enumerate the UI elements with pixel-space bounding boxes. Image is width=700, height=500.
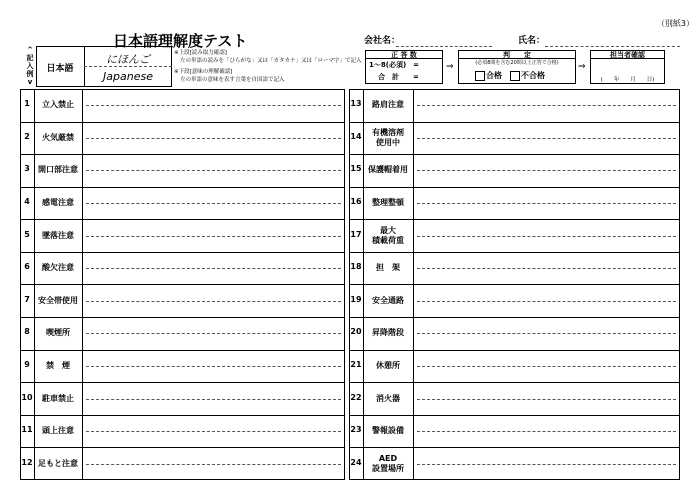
checker-header: 担当者確認 xyxy=(610,51,645,59)
example-meaning: Japanese xyxy=(103,70,153,83)
question-word: 足もと注意 xyxy=(38,458,78,468)
answer-field[interactable] xyxy=(86,431,341,432)
question-word: 火気厳禁 xyxy=(42,132,74,142)
fail-label: 不合格 xyxy=(521,71,545,80)
judgement-note: (必須8問を含む20問以上正答で合格) xyxy=(475,60,559,66)
question-number: 18 xyxy=(350,262,362,272)
annex-label: （別紙3） xyxy=(656,19,694,28)
score-line1: 1～8(必須) = xyxy=(369,61,420,69)
answer-field[interactable] xyxy=(417,203,676,204)
answer-field[interactable] xyxy=(86,203,341,204)
answer-field[interactable] xyxy=(417,105,676,106)
question-number: 20 xyxy=(350,327,362,337)
example-side-label: ^ 記入例 v xyxy=(26,46,34,86)
company-label: 会社名： xyxy=(364,36,401,46)
question-word: 整理整頓 xyxy=(372,198,404,208)
example-note1-body: 左の単語の読みを「ひらがな」又は「カタカナ」又は「ローマ字」で記入 xyxy=(180,58,362,64)
answer-field[interactable] xyxy=(86,236,341,237)
question-number: 3 xyxy=(24,164,30,174)
answer-field[interactable] xyxy=(86,366,341,367)
question-number: 9 xyxy=(24,359,30,369)
answer-field[interactable] xyxy=(417,333,676,334)
answer-field[interactable] xyxy=(86,333,341,334)
question-word: 立入禁止 xyxy=(42,100,74,110)
question-word: 墜落注意 xyxy=(42,230,74,240)
question-number: 12 xyxy=(21,457,33,467)
answer-field[interactable] xyxy=(86,399,341,400)
question-number: 24 xyxy=(350,457,362,467)
pass-checkbox[interactable] xyxy=(475,71,485,81)
example-word: 日本語 xyxy=(46,64,74,74)
question-word: 最大 積載荷重 xyxy=(372,225,404,245)
question-number: 6 xyxy=(24,262,30,272)
question-number: 23 xyxy=(350,425,362,435)
answer-field[interactable] xyxy=(86,170,341,171)
question-word: 担 架 xyxy=(376,263,400,273)
question-number: 11 xyxy=(21,425,33,435)
checker-date: ( 年 月 日) xyxy=(600,77,655,83)
question-word: 開口部注意 xyxy=(38,165,78,175)
judgement-arrow: ⇒ xyxy=(578,62,586,72)
fail-checkbox[interactable] xyxy=(510,71,520,81)
question-number: 17 xyxy=(350,229,362,239)
answer-field[interactable] xyxy=(86,138,341,139)
example-note1-title: ※上段[読み取力確認] xyxy=(174,50,227,56)
question-number: 19 xyxy=(350,294,362,304)
score-header: 正 答 数 xyxy=(391,51,417,59)
question-number: 1 xyxy=(24,99,30,109)
question-number: 2 xyxy=(24,131,30,141)
question-word: 昇降階段 xyxy=(372,328,404,338)
judgement-header: 判 定 xyxy=(503,51,531,59)
example-note2-body: 左の単語の意味を表す言葉を自国語で記入 xyxy=(180,77,285,83)
question-word: AED 設置場所 xyxy=(372,453,404,473)
question-word: 感電注意 xyxy=(42,198,74,208)
company-underline xyxy=(396,46,492,47)
question-number: 8 xyxy=(24,327,30,337)
question-number: 10 xyxy=(21,392,33,402)
answer-field[interactable] xyxy=(417,301,676,302)
example-reading: にほんご xyxy=(106,53,150,66)
score-arrow: ⇒ xyxy=(446,62,454,72)
question-word: 駐車禁止 xyxy=(42,393,74,403)
answer-field[interactable] xyxy=(417,399,676,400)
answer-field[interactable] xyxy=(417,366,676,367)
example-note2-title: ※下段[意味の理解確認] xyxy=(174,69,233,75)
question-number: 22 xyxy=(350,392,362,402)
answer-field[interactable] xyxy=(417,236,676,237)
example-side-text: 記入例 xyxy=(26,54,34,78)
question-number: 4 xyxy=(24,197,30,207)
answer-field[interactable] xyxy=(417,268,676,269)
question-number: 21 xyxy=(350,359,362,369)
question-number: 16 xyxy=(350,197,362,207)
page-title: 日本語理解度テスト xyxy=(113,32,248,50)
question-word: 休憩所 xyxy=(376,360,400,370)
answer-field[interactable] xyxy=(417,138,676,139)
question-word: 有機溶剤 使用中 xyxy=(372,127,404,147)
score-line2: 合 計 = xyxy=(378,73,419,81)
question-word: 消火器 xyxy=(376,393,400,403)
question-number: 15 xyxy=(350,164,362,174)
answer-field[interactable] xyxy=(417,464,676,465)
question-word: 喫煙所 xyxy=(46,328,70,338)
name-underline xyxy=(545,46,680,47)
question-word: 酸欠注意 xyxy=(42,263,74,273)
question-word: 安全通路 xyxy=(372,295,404,305)
question-number: 7 xyxy=(24,294,30,304)
question-word: 安全帯使用 xyxy=(38,295,78,305)
question-word: 路肩注意 xyxy=(372,100,404,110)
question-number: 14 xyxy=(350,131,362,141)
answer-field[interactable] xyxy=(417,431,676,432)
answer-field[interactable] xyxy=(86,464,341,465)
question-word: 禁 煙 xyxy=(46,360,70,370)
answer-field[interactable] xyxy=(86,105,341,106)
question-word: 警報設備 xyxy=(372,426,404,436)
name-label: 氏名： xyxy=(518,36,546,46)
question-number: 5 xyxy=(24,229,30,239)
question-word: 頭上注意 xyxy=(42,426,74,436)
question-word: 保護帽着用 xyxy=(368,165,408,175)
answer-field[interactable] xyxy=(86,301,341,302)
question-number: 13 xyxy=(350,99,362,109)
pass-label: 合格 xyxy=(486,71,502,80)
answer-field[interactable] xyxy=(86,268,341,269)
answer-field[interactable] xyxy=(417,170,676,171)
